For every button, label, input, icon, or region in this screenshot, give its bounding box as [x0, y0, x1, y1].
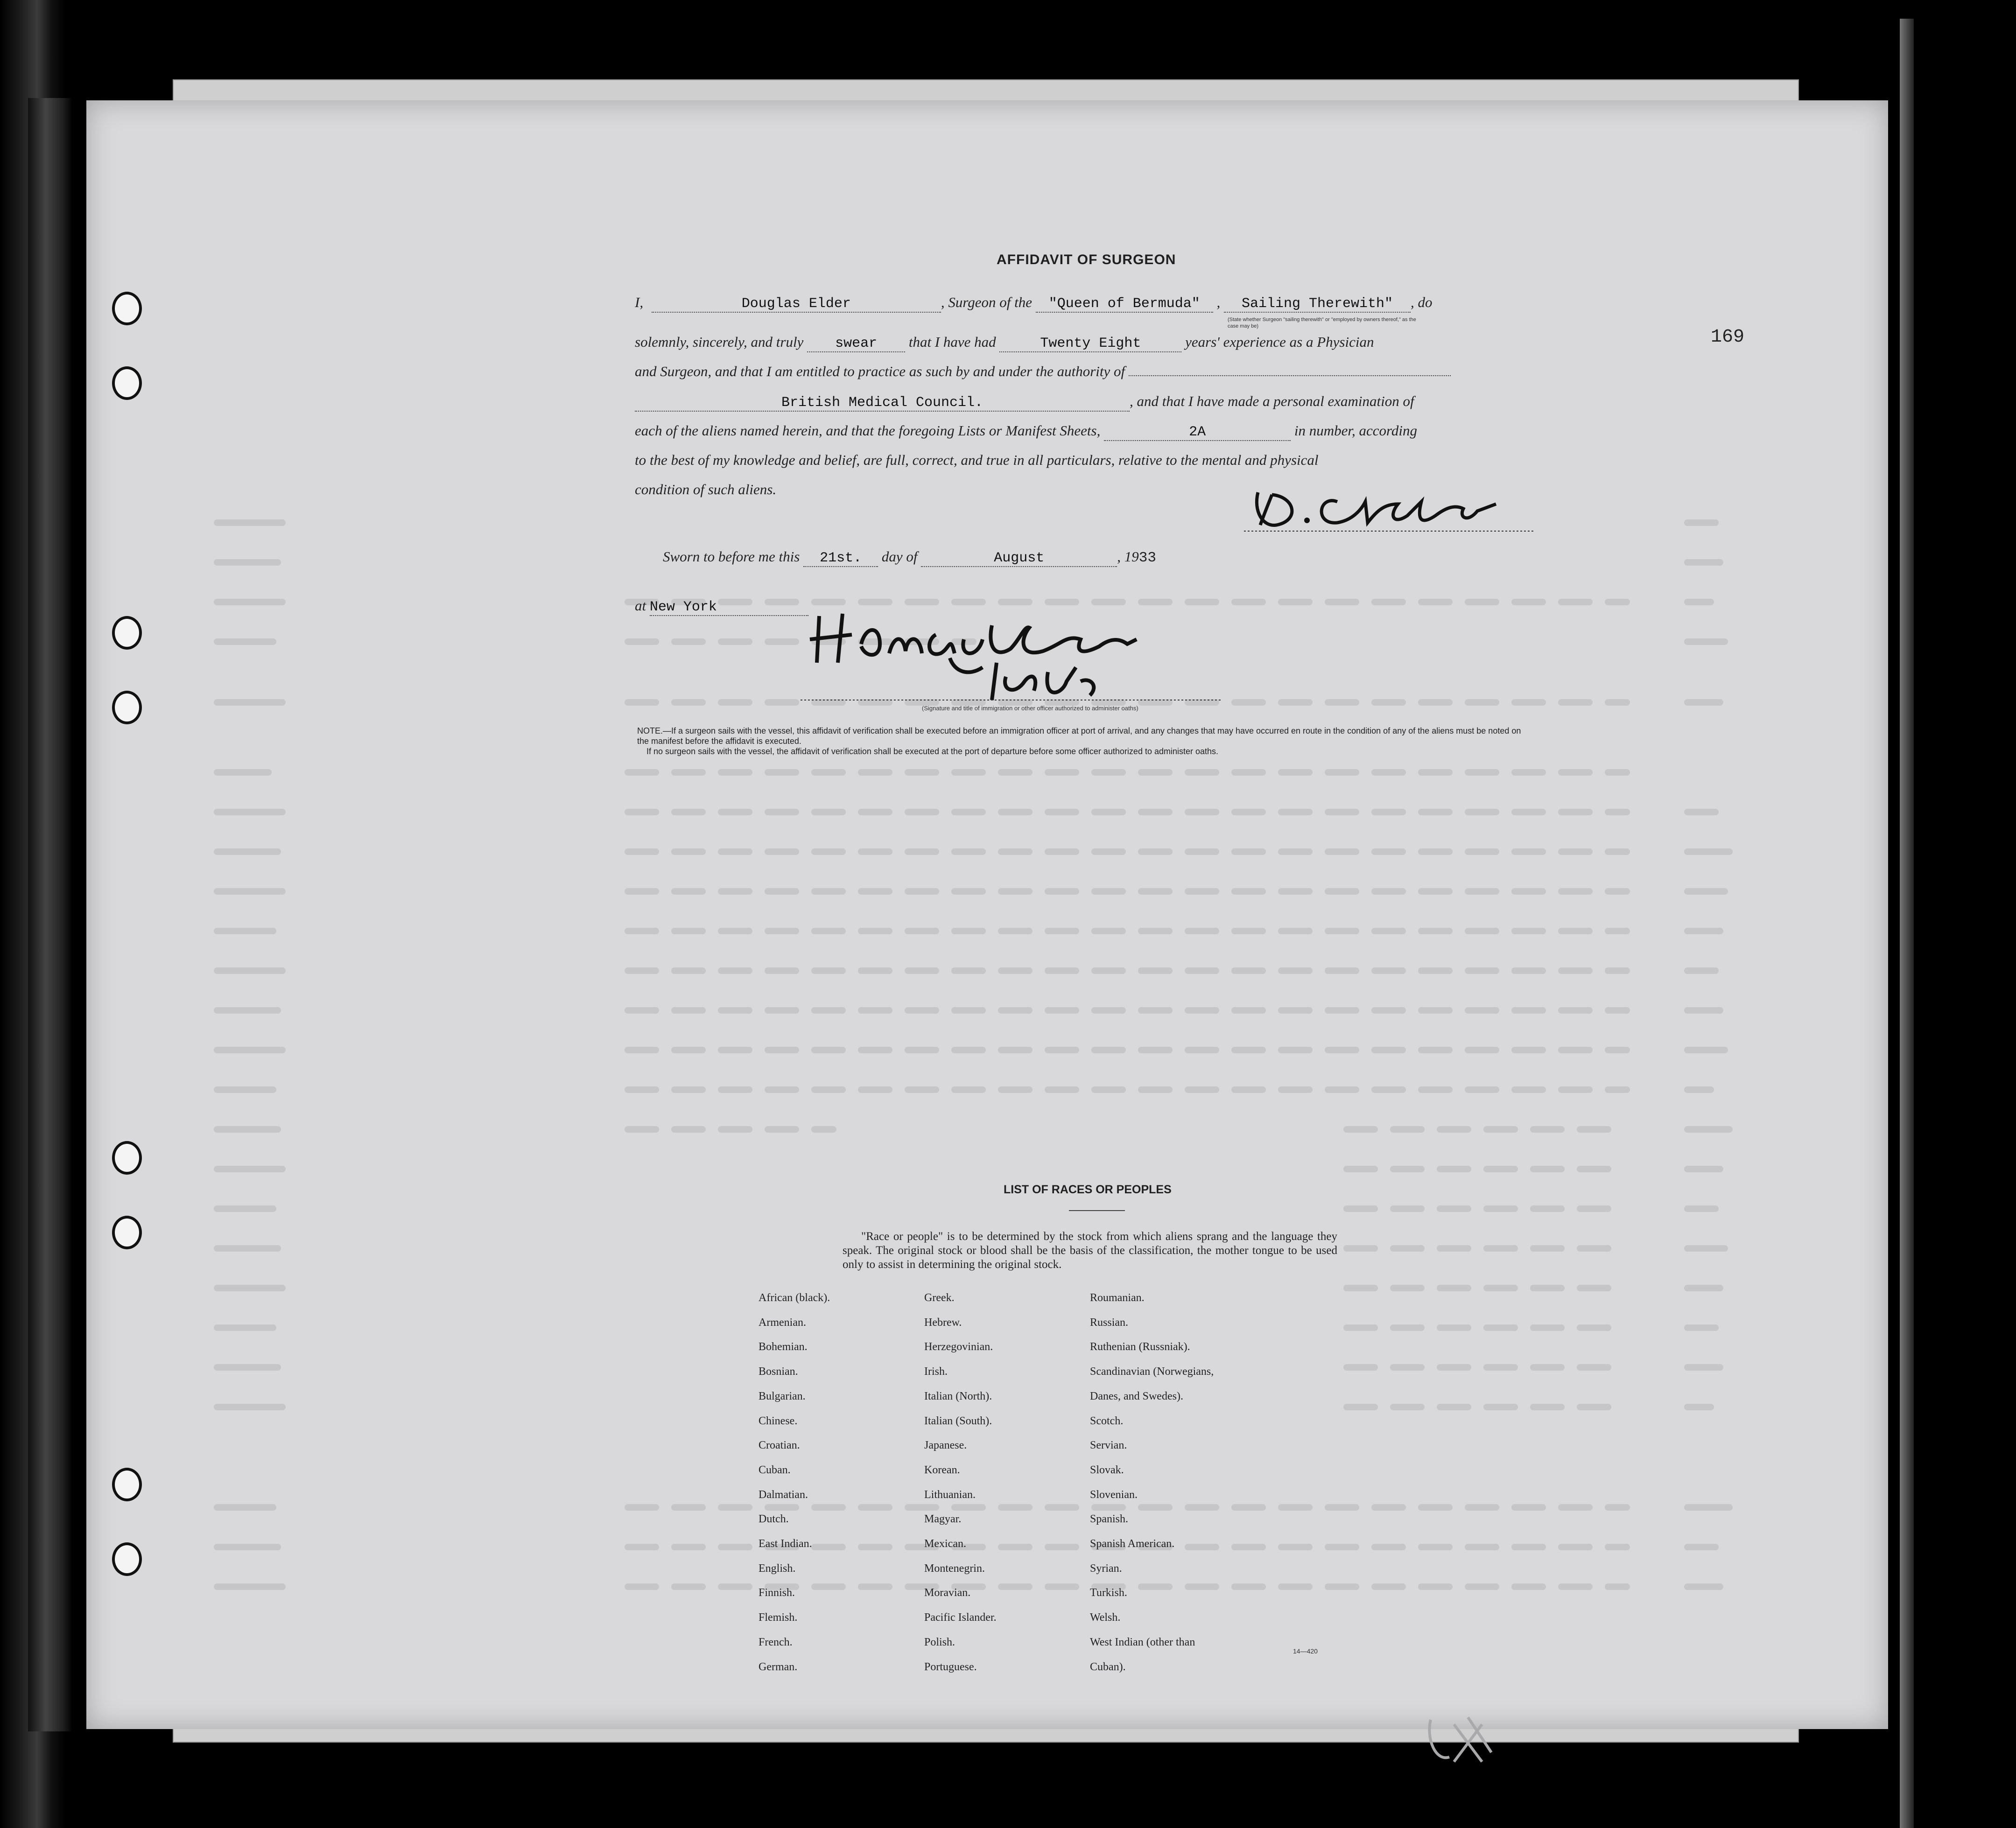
line2-mid: that I have had: [908, 334, 996, 350]
line4-suffix: , and that I have made a personal examination of: [1130, 393, 1414, 409]
affidavit-line-3: [635, 363, 1451, 380]
races-column-1: [759, 1286, 830, 1679]
races-list-2: Greek. Hebrew. Herzegovinian. Irish. Italian (North). Italian (South). Japanese. Korean. Lithuanian. Magyar. Mexican. Montenegrin. Moravian. Pacific Islander. Polish. Portuguese.: [924, 1292, 997, 1673]
surgeon-name-field: Douglas Elder: [652, 296, 941, 313]
sailing-instruction: (State whether Surgeon "sailing therewith" or "employed by owners thereof," as the case may be): [1228, 317, 1416, 329]
at-line: [635, 597, 808, 616]
affidavit-line-2: [635, 334, 1374, 352]
years-experience-field: Twenty Eight: [999, 336, 1181, 352]
races-title-rule: [1069, 1210, 1125, 1211]
surgeon-signature: [1244, 483, 1533, 534]
line1-comma: ,: [1216, 294, 1221, 310]
races-intro: [843, 1230, 1337, 1272]
sworn-prefix: Sworn to before me this: [663, 548, 800, 565]
races-column-2: [924, 1286, 997, 1679]
sailing-status-field: Sailing Therewith": [1224, 296, 1411, 313]
manifest-sheet: [86, 100, 1888, 1729]
form-number: 14—420: [1293, 1647, 1318, 1655]
sworn-year-prefix: , 19: [1117, 548, 1139, 565]
affidavit-note: [637, 726, 1533, 756]
affidavit-line-1: [635, 294, 1433, 313]
affidavit-title: AFFIDAVIT OF SURGEON: [997, 252, 1176, 267]
line1-mid: , Surgeon of the: [941, 294, 1032, 310]
line5-suffix: in number, according: [1294, 422, 1418, 439]
races-column-3: [1090, 1286, 1214, 1679]
note-paragraph-1: NOTE.—If a surgeon sails with the vessel, this affidavit of verification shall be executed before an immigration officer at port of arrival, and any changes that may have occurred en route in the condition of any of the aliens must be noted on the manifest before the affidavit is executed.: [637, 726, 1521, 746]
sheets-count-field: 2A: [1104, 424, 1291, 441]
binding-edge: [28, 98, 72, 1731]
sworn-line: [635, 548, 1156, 567]
page-number: 169: [1711, 327, 1745, 348]
affidavit-line-4: [635, 393, 1414, 412]
line1-prefix: I,: [635, 294, 644, 310]
officer-caption: (Signature and title of immigration or other officer authorized to administer oaths): [922, 705, 1138, 712]
authority-line-blank: [1129, 375, 1451, 376]
races-title: LIST OF RACES OR PEOPLES: [1004, 1183, 1172, 1196]
line5-prefix: each of the aliens named herein, and that the foregoing Lists or Manifest Sheets,: [635, 422, 1101, 439]
line2-prefix: solemnly, sincerely, and truly: [635, 334, 804, 350]
sworn-day-field: 21st.: [803, 550, 878, 567]
affidavit-line-7: condition of such aliens.: [635, 481, 777, 497]
line2-suffix: years' experience as a Physician: [1185, 334, 1374, 350]
sworn-mid: day of: [881, 548, 918, 565]
affidavit-line-6: to the best of my knowledge and belief, are full, correct, and true in all particulars, relative to the mental and physical: [635, 452, 1319, 468]
line3-text: and Surgeon, and that I am entitled to practice as such by and under the authority of: [635, 363, 1125, 379]
pencil-mark: [1421, 1710, 1515, 1771]
races-list-1: African (black). Armenian. Bohemian. Bosnian. Bulgarian. Chinese. Croatian. Cuban. Dalmatian. Dutch. East Indian. English. Finnish. Flemish. French. German.: [759, 1292, 830, 1673]
at-prefix: at: [635, 597, 646, 614]
oath-field: swear: [807, 336, 905, 352]
affidavit-line-5: [635, 422, 1417, 441]
races-intro-text: "Race or people" is to be determined by the stock from which aliens sprang and the language they speak. The original stock or blood shall be the basis of the classification, the mother tongue to be used only to assist in determining the original stock.: [843, 1230, 1337, 1271]
races-list-3: Roumanian. Russian. Ruthenian (Russniak). Scandinavian (Norwegians, Danes, and Swedes). Scotch. Servian. Slovak. Slovenian. Spanish. Spanish American. Syrian. Turkish. Welsh. West Indian (other than Cuban).: [1090, 1292, 1214, 1673]
sworn-year-field: 33: [1138, 550, 1156, 566]
sworn-month-field: August: [921, 550, 1117, 567]
place-field: New York: [650, 599, 808, 616]
note-paragraph-2: If no surgeon sails with the vessel, the affidavit of verification shall be executed at the port of departure before some officer authorized to administer oaths.: [646, 747, 1219, 756]
authority-field: British Medical Council.: [635, 395, 1130, 412]
officer-signature: [801, 607, 1221, 714]
frayed-right-edge: [1881, 19, 2016, 1828]
vessel-name-field: "Queen of Bermuda": [1036, 296, 1213, 313]
line1-suffix: , do: [1411, 294, 1433, 310]
